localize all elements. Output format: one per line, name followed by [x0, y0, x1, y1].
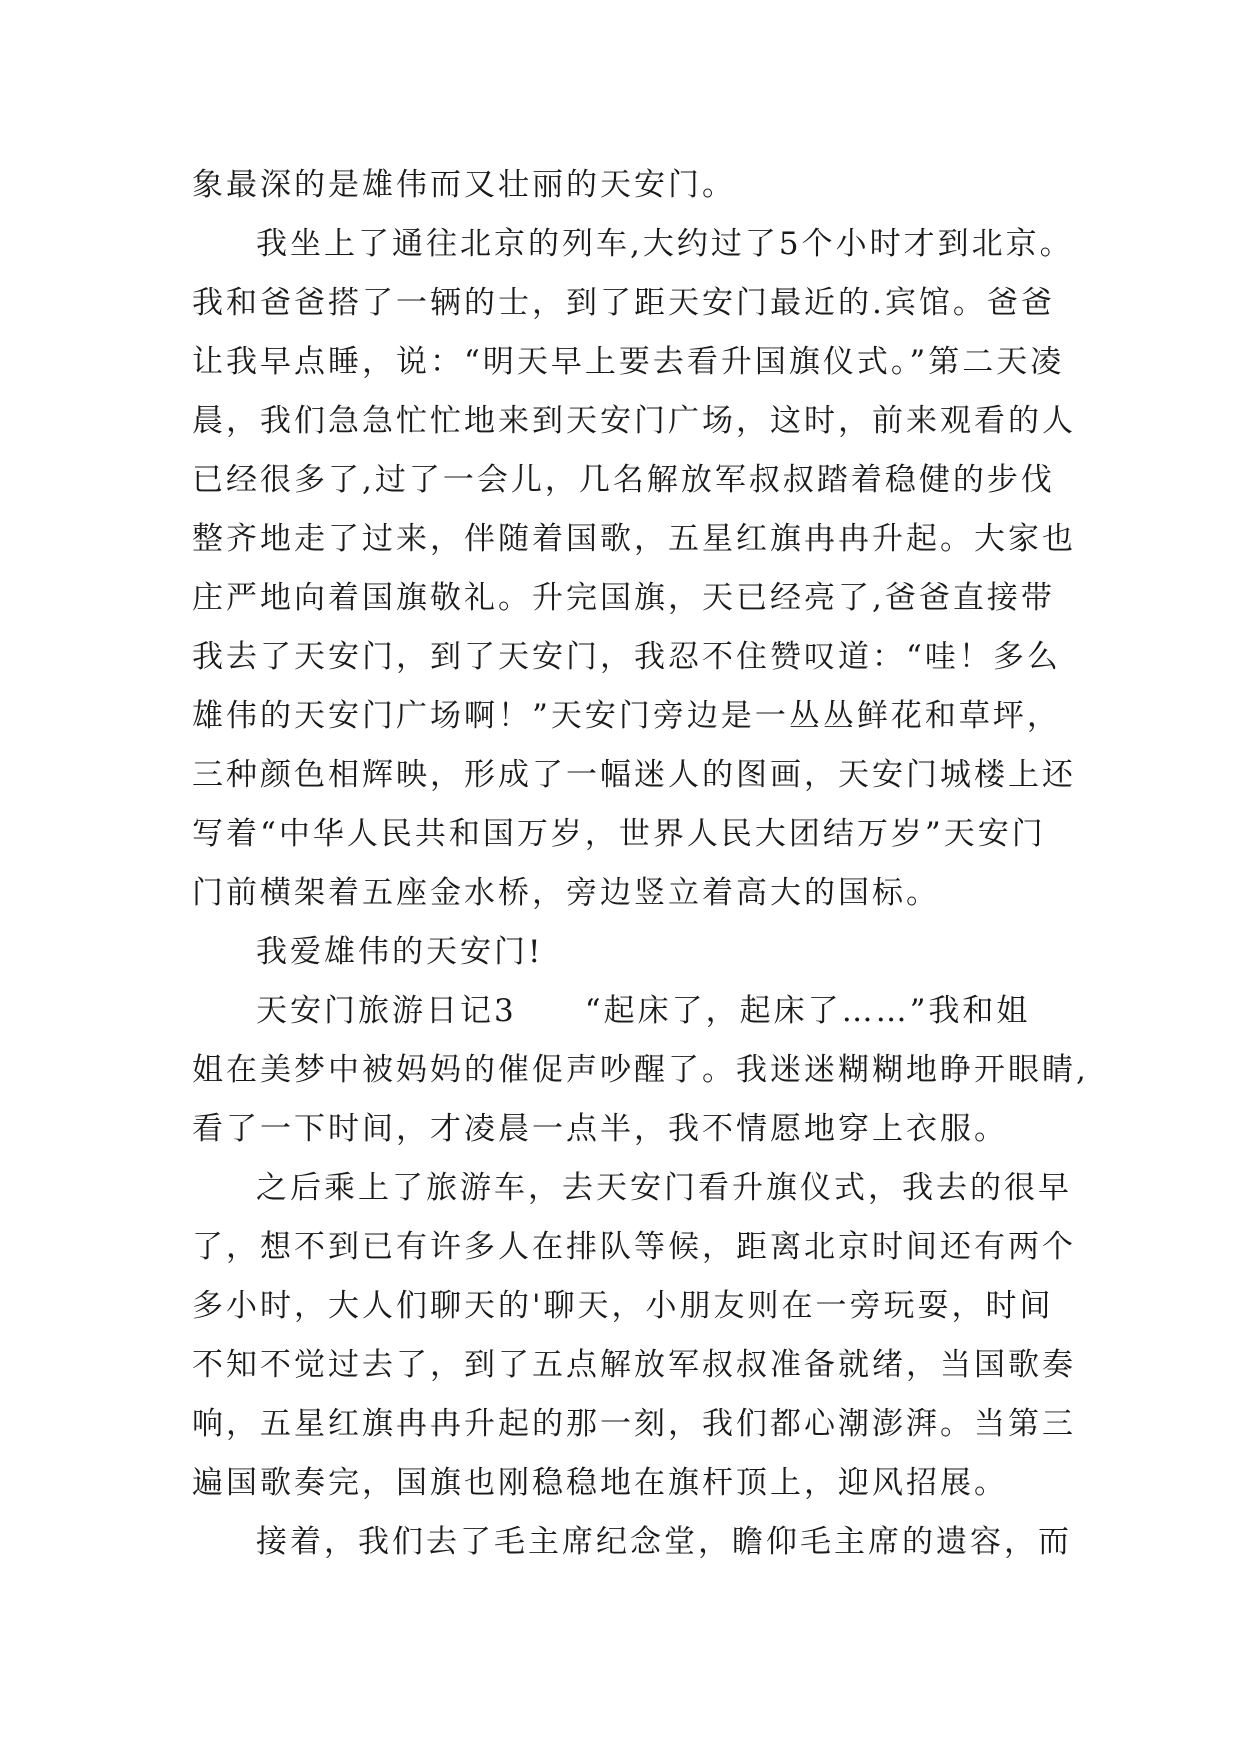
section-heading-line: 天安门旅游日记3 “起床了，起床了……”我和姐	[256, 993, 1031, 1029]
text-line: 象最深的是雄伟而又壮丽的天安门。	[192, 167, 736, 203]
text-line: 我和爸爸搭了一辆的士，到了距天安门最近的.宾馆。爸爸	[192, 285, 1055, 321]
text-line: 我去了天安门，到了天安门，我忍不住赞叹道：“哇！多么	[192, 639, 1061, 675]
text-line: 响，五星红旗冉冉升起的那一刻，我们都心潮澎湃。当第三	[192, 1406, 1076, 1442]
paragraph-start-line: 之后乘上了旅游车，去天安门看升旗仪式，我去的很早	[256, 1170, 1072, 1206]
text-line: 三种颜色相辉映，形成了一幅迷人的图画，天安门城楼上还	[192, 757, 1076, 793]
text-line: 整齐地走了过来，伴随着国歌，五星红旗冉冉升起。大家也	[192, 521, 1076, 557]
text-line: 已经很多了,过了一会儿，几名解放军叔叔踏着稳健的步伐	[192, 462, 1055, 498]
text-line: 看了一下时间，才凌晨一点半，我不情愿地穿上衣服。	[192, 1111, 1008, 1147]
text-line: 门前横架着五座金水桥，旁边竖立着高大的国标。	[192, 875, 940, 911]
text-line: 姐在美梦中被妈妈的催促声吵醒了。我迷迷糊糊地睁开眼睛,	[192, 1052, 1089, 1088]
document-body	[192, 156, 1089, 1572]
text-line: 雄伟的天安门广场啊！”天安门旁边是一丛丛鲜花和草坪，	[192, 698, 1061, 734]
text-line: 写着“中华人民共和国万岁，世界人民大团结万岁”天安门	[192, 816, 1046, 852]
text-line: 多小时，大人们聊天的'聊天，小朋友则在一旁玩耍，时间	[192, 1288, 1054, 1324]
text-line: 庄严地向着国旗敬礼。升完国旗，天已经亮了,爸爸直接带	[192, 580, 1055, 616]
text-line: 不知不觉过去了，到了五点解放军叔叔准备就绪，当国歌奏	[192, 1347, 1076, 1383]
text-line: 让我早点睡，说：“明天早上要去看升国旗仪式。”第二天凌	[192, 344, 1065, 380]
text-line: 遍国歌奏完，国旗也刚稳稳地在旗杆顶上，迎风招展。	[192, 1465, 1008, 1501]
paragraph-start-line: 接着，我们去了毛主席纪念堂，瞻仰毛主席的遗容，而	[256, 1524, 1072, 1560]
text-line: 晨，我们急急忙忙地来到天安门广场，这时，前来观看的人	[192, 403, 1076, 439]
paragraph-start-line: 我坐上了通往北京的列车,大约过了5个小时才到北京。	[256, 226, 1074, 262]
text-line: 了，想不到已有许多人在排队等候，距离北京时间还有两个	[192, 1229, 1076, 1265]
paragraph-start-line: 我爱雄伟的天安门!	[256, 934, 544, 970]
